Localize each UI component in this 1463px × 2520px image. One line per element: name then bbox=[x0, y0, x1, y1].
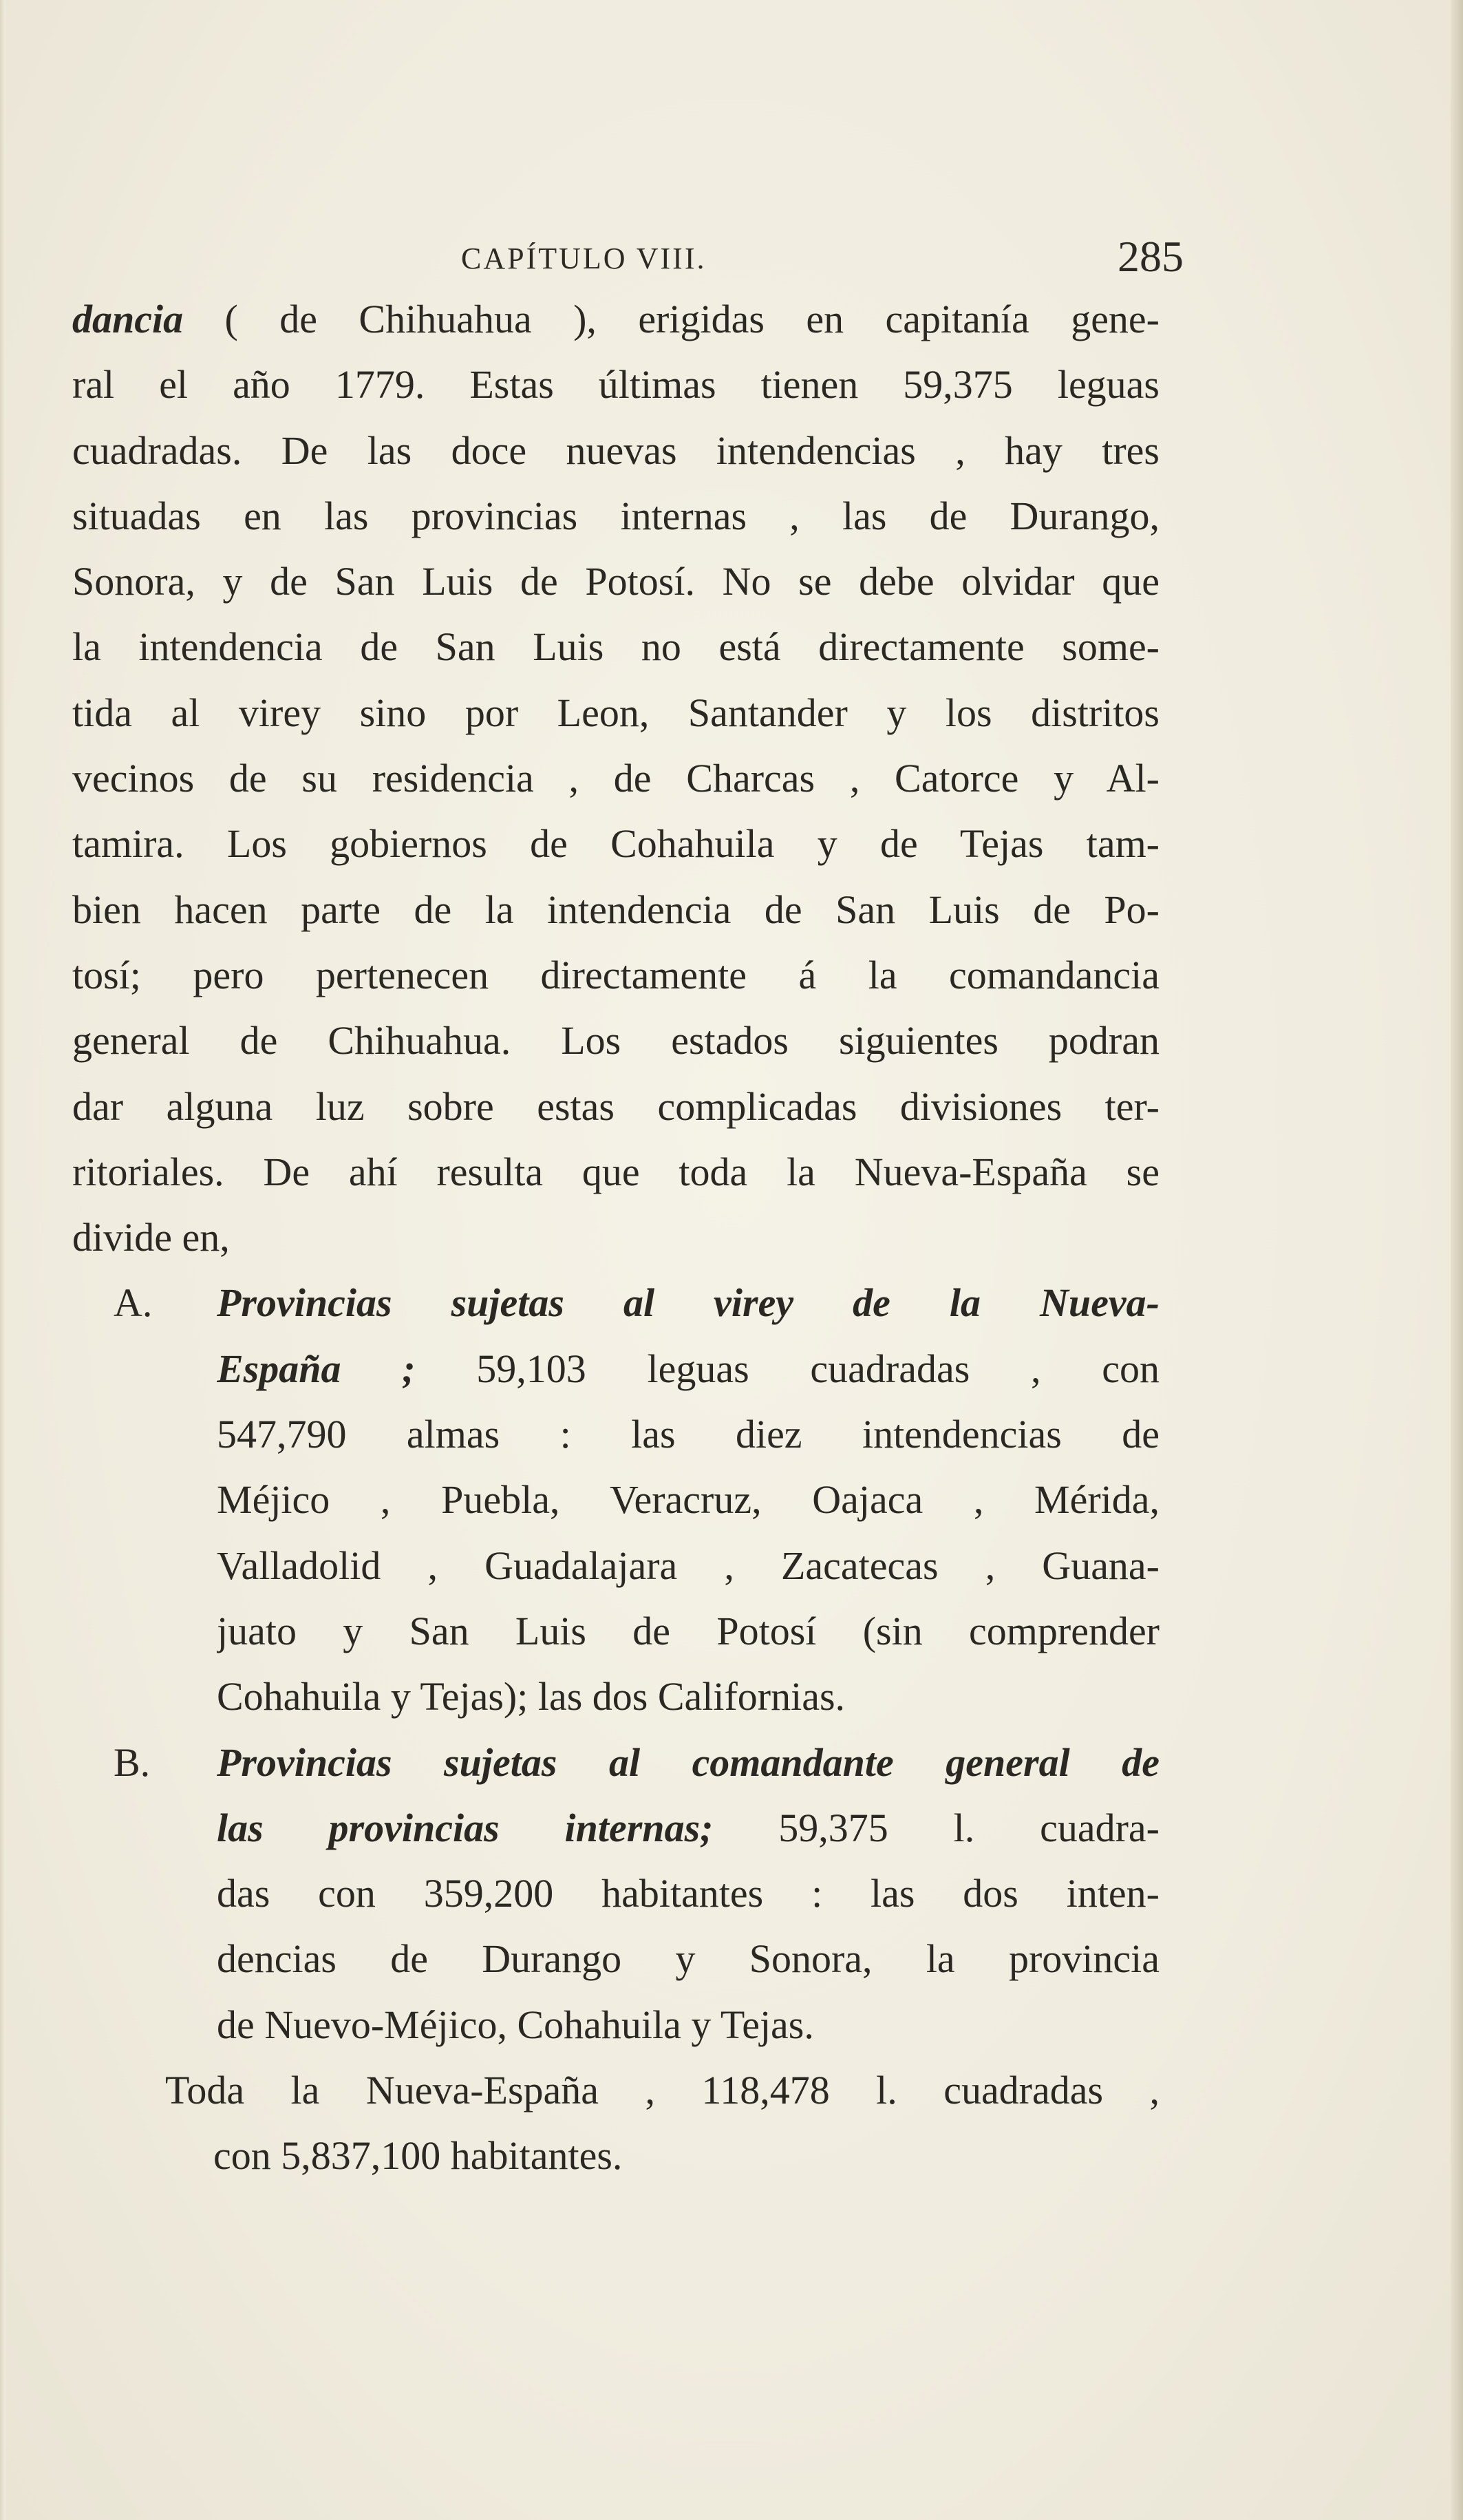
line-text: ( de Chihuahua ), erigidas en capitanía gene- bbox=[183, 297, 1160, 341]
total-line-2: con 5,837,100 habitantes. bbox=[213, 2133, 623, 2179]
total-line-1: Toda la Nueva-España , 118,478 l. cuadradas , bbox=[165, 2068, 1160, 2113]
line-text: dar alguna luz sobre estas complicadas divisiones ter- bbox=[72, 1083, 1160, 1129]
text-line bbox=[217, 1401, 1160, 1467]
total-summary bbox=[72, 2057, 1160, 2189]
paragraph bbox=[72, 286, 1160, 1270]
text-line bbox=[72, 549, 1160, 614]
page-number: 285 bbox=[1118, 232, 1184, 281]
line-text: juato y San Luis de Potosí (sin comprender bbox=[217, 1608, 1160, 1653]
entry-a-label: A. bbox=[114, 1280, 153, 1326]
italic-phrase: España ; bbox=[217, 1346, 416, 1391]
text-line bbox=[72, 418, 1160, 483]
entry-b bbox=[72, 1730, 1160, 2057]
page-left-edge bbox=[0, 0, 6, 2520]
entry-b-heading: Provincias sujetas al comandante general de bbox=[217, 1739, 1160, 1785]
text-line bbox=[72, 1139, 1160, 1205]
line-text: bien hacen parte de la intendencia de San Luis de Po- bbox=[72, 887, 1160, 932]
line-text: Méjico , Puebla, Veracruz, Oajaca , Mérida, bbox=[217, 1477, 1160, 1523]
line-text: la intendencia de San Luis no está directamente some- bbox=[72, 624, 1160, 670]
entry-a-first-line bbox=[72, 1270, 1160, 1335]
text-line bbox=[72, 1008, 1160, 1073]
entry-a-heading: Provincias sujetas al virey de la Nueva- bbox=[217, 1280, 1160, 1326]
entry-a-lines bbox=[72, 1336, 1160, 1730]
entry-b-lines bbox=[72, 1795, 1160, 2057]
line-text: divide en, bbox=[72, 1215, 230, 1260]
line-text: situadas en las provincias internas , las de Durango, bbox=[72, 493, 1160, 538]
line-text: Valladolid , Guadalajara , Zacatecas , Guana- bbox=[217, 1543, 1160, 1588]
page-right-edge bbox=[1451, 0, 1463, 2520]
text-line bbox=[72, 352, 1160, 417]
line-text: ral el año 1779. Estas últimas tienen 59,375 leguas bbox=[72, 362, 1160, 407]
line-text: dencias de Durango y Sonora, la provincia bbox=[217, 1936, 1160, 1982]
text-line bbox=[217, 1598, 1160, 1664]
text-line bbox=[217, 1664, 1160, 1729]
body-text bbox=[72, 286, 1160, 2189]
text-line bbox=[72, 745, 1160, 811]
line-text: Cohahuila y Tejas); las dos Californias. bbox=[217, 1674, 846, 1719]
line-text: cuadradas. De las doce nuevas intendencias , hay tres bbox=[72, 427, 1160, 473]
line-text: tosí; pero pertenecen directamente á la comandancia bbox=[72, 952, 1160, 997]
chapter-title: CAPÍTULO VIII. bbox=[461, 242, 707, 275]
line-text: ritoriales. De ahí resulta que toda la Nueva-España se bbox=[72, 1149, 1160, 1194]
text-line bbox=[217, 1861, 1160, 1926]
line-text: 59,103 leguas cuadradas , con bbox=[415, 1346, 1160, 1391]
entry-b-first-line bbox=[72, 1730, 1160, 1795]
text-line bbox=[217, 1992, 1160, 2057]
line-text: tamira. Los gobiernos de Cohahuila y de Tejas tam- bbox=[72, 821, 1160, 867]
italic-phrase: las provincias internas; bbox=[217, 1805, 714, 1850]
text-line bbox=[72, 680, 1160, 745]
text-line bbox=[72, 942, 1160, 1008]
text-line bbox=[217, 1533, 1160, 1598]
text-line bbox=[72, 811, 1160, 876]
text-line bbox=[217, 1467, 1160, 1532]
line-text: tida al virey sino por Leon, Santander y los distritos bbox=[72, 690, 1160, 735]
entry-b-label: B. bbox=[114, 1739, 151, 1785]
line-text: Sonora, y de San Luis de Potosí. No se debe olvidar que bbox=[72, 559, 1160, 604]
text-line bbox=[72, 1205, 1160, 1270]
text-line bbox=[72, 614, 1160, 679]
text-line bbox=[72, 286, 1160, 352]
text-line bbox=[217, 1795, 1160, 1861]
text-line bbox=[72, 483, 1160, 549]
running-head bbox=[461, 231, 1184, 293]
text-line bbox=[72, 1074, 1160, 1139]
line-text: 59,375 l. cuadra- bbox=[713, 1805, 1160, 1850]
italic-phrase: dancia bbox=[72, 297, 184, 341]
text-line bbox=[72, 877, 1160, 942]
text-line bbox=[217, 1336, 1160, 1401]
text-line bbox=[217, 1926, 1160, 1991]
line-text: 547,790 almas : las diez intendencias de bbox=[217, 1412, 1160, 1457]
line-text: de Nuevo-Méjico, Cohahuila y Tejas. bbox=[217, 2002, 814, 2047]
line-text: vecinos de su residencia , de Charcas , Catorce y Al- bbox=[72, 756, 1160, 801]
entry-a bbox=[72, 1270, 1160, 1729]
line-text: general de Chihuahua. Los estados siguientes podran bbox=[72, 1018, 1160, 1063]
line-text: das con 359,200 habitantes : las dos inten- bbox=[217, 1871, 1160, 1916]
